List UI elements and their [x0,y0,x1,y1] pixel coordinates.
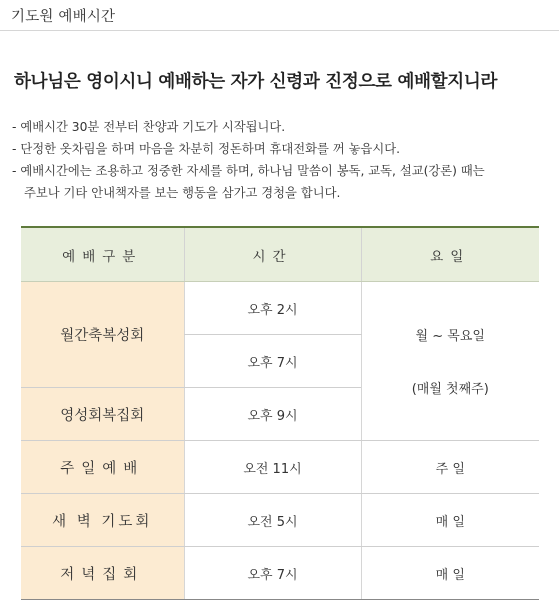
table-row [21,547,539,600]
service-time: 오후 7시 [184,335,361,388]
service-name-dawn: 새 벽 기도회 [21,494,184,547]
service-name-evening: 저녁집회 [21,547,184,600]
header-time: 시간 [184,227,361,282]
header-service-type: 예배구분 [21,227,184,282]
notice-item: - 예배시간 30분 전부터 찬양과 기도가 시작됩니다. [12,120,286,134]
days-label: 월 ~ 목요일 [415,329,485,344]
service-days: 매 일 [361,494,539,547]
headline: 하나님은 영이시니 예배하는 자가 신령과 진정으로 예배할지니라 [14,72,498,92]
days-note: (매월 첫째주) [411,382,489,397]
service-time: 오전 5시 [184,494,361,547]
notice-item: - 단정한 옷차림을 하며 마음을 차분히 정돈하며 휴대전화를 꺼 놓읍시다. [12,142,401,156]
page-title: 기도원 예배시간 [11,9,116,25]
service-time: 오후 2시 [184,282,361,335]
notice-list [12,116,552,204]
service-days: 매 일 [361,547,539,600]
table-row [21,494,539,547]
table-header-row [21,227,539,282]
service-time: 오후 7시 [184,547,361,600]
notice-item-continuation: 주보나 기타 안내책자를 보는 행동을 삼가고 경청을 합니다. [24,186,341,200]
service-name-monthly: 월간축복성회 [21,282,184,388]
service-name-sunday: 주일예배 [21,441,184,494]
title-divider [0,30,559,31]
header-day: 요일 [361,227,539,282]
service-time: 오전 11시 [184,441,361,494]
worship-schedule-table [21,226,539,600]
table-row [21,282,539,335]
service-name-spirit: 영성회복집회 [21,388,184,441]
notice-item: - 예배시간에는 조용하고 정중한 자세를 하며, 하나님 말씀이 봉독, 교독, 설교(강론) 때는 [12,164,485,178]
service-days-monthly [361,282,539,441]
service-days: 주 일 [361,441,539,494]
service-time: 오후 9시 [184,388,361,441]
table-row [21,441,539,494]
